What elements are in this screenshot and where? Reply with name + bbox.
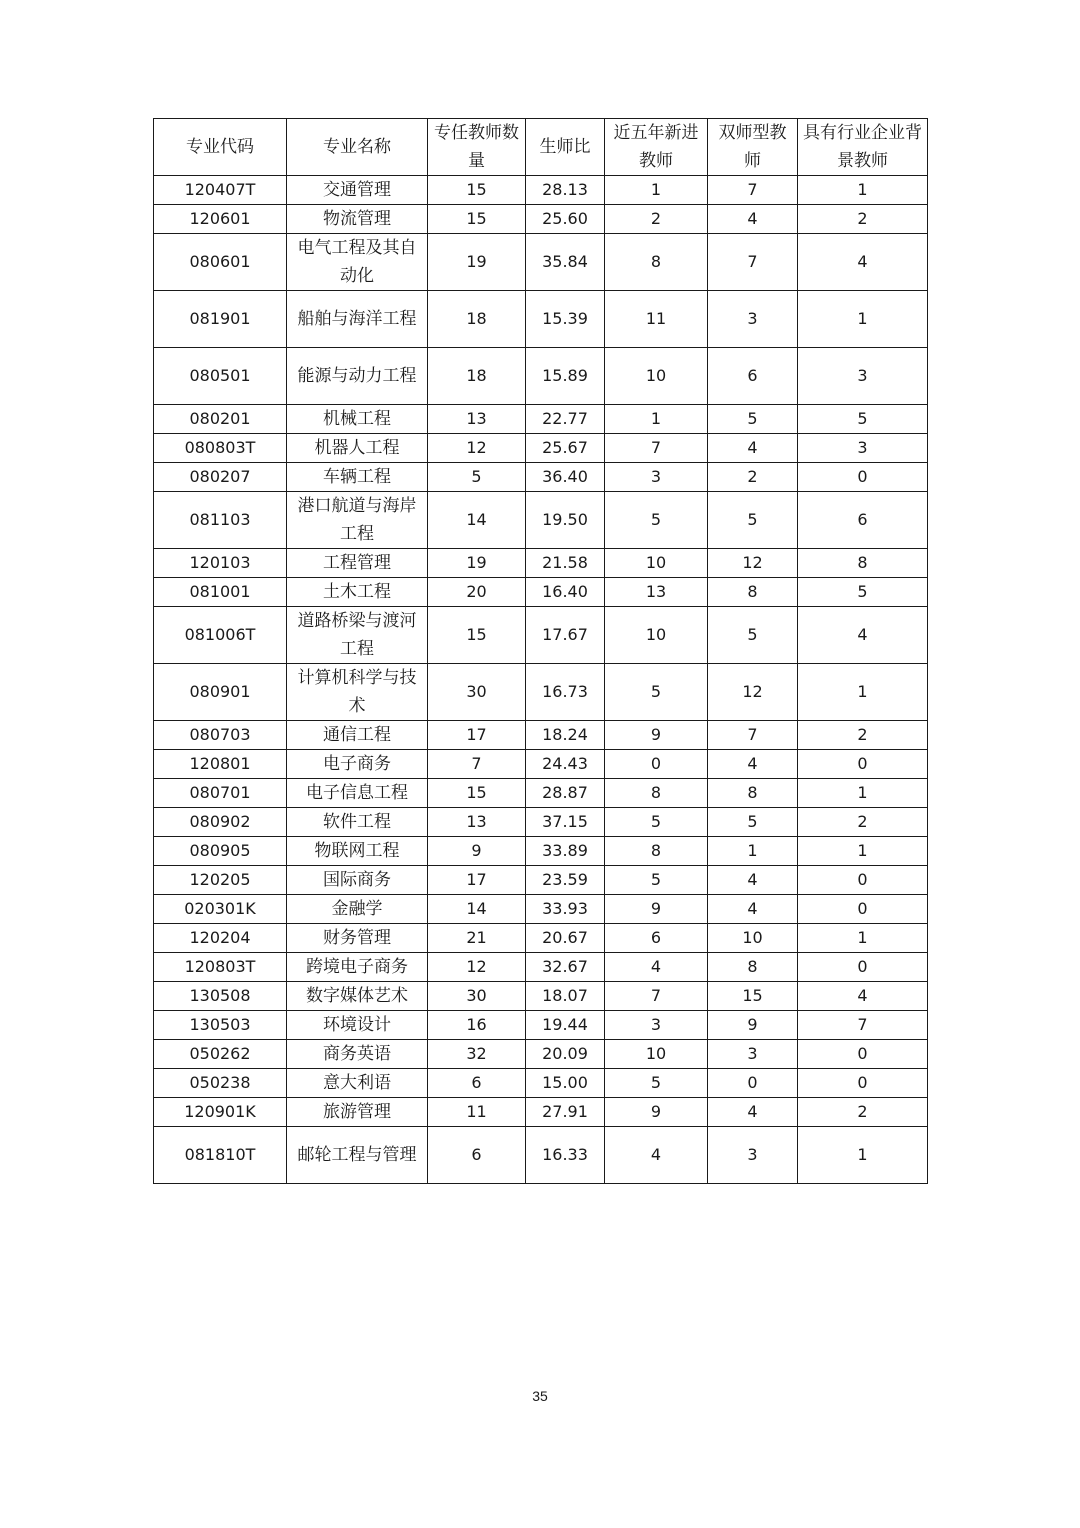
cell-major-name: 机械工程	[287, 405, 428, 434]
cell-student-teacher-ratio: 24.43	[526, 750, 605, 779]
cell-major-code: 080803T	[154, 434, 287, 463]
cell-student-teacher-ratio: 21.58	[526, 549, 605, 578]
cell-fulltime-teachers: 5	[428, 463, 526, 492]
cell-dual-qualified: 4	[708, 434, 798, 463]
cell-major-name: 财务管理	[287, 924, 428, 953]
cell-industry-background: 1	[798, 837, 928, 866]
cell-dual-qualified: 6	[708, 348, 798, 405]
cell-major-name: 电子信息工程	[287, 779, 428, 808]
cell-major-code: 080207	[154, 463, 287, 492]
cell-new-teachers-5yr: 5	[605, 1069, 708, 1098]
cell-major-code: 120204	[154, 924, 287, 953]
cell-new-teachers-5yr: 9	[605, 1098, 708, 1127]
cell-student-teacher-ratio: 25.67	[526, 434, 605, 463]
cell-major-name: 国际商务	[287, 866, 428, 895]
table-row	[154, 982, 928, 1011]
cell-major-code: 081001	[154, 578, 287, 607]
cell-new-teachers-5yr: 3	[605, 463, 708, 492]
cell-new-teachers-5yr: 5	[605, 664, 708, 721]
cell-fulltime-teachers: 18	[428, 291, 526, 348]
cell-fulltime-teachers: 6	[428, 1127, 526, 1184]
table-row	[154, 434, 928, 463]
cell-major-name: 港口航道与海岸工程	[287, 492, 428, 549]
cell-major-name: 软件工程	[287, 808, 428, 837]
cell-dual-qualified: 2	[708, 463, 798, 492]
cell-dual-qualified: 4	[708, 750, 798, 779]
table-row	[154, 205, 928, 234]
cell-industry-background: 2	[798, 808, 928, 837]
cell-major-code: 120407T	[154, 176, 287, 205]
cell-student-teacher-ratio: 35.84	[526, 234, 605, 291]
cell-fulltime-teachers: 19	[428, 549, 526, 578]
cell-dual-qualified: 4	[708, 205, 798, 234]
cell-student-teacher-ratio: 36.40	[526, 463, 605, 492]
cell-industry-background: 0	[798, 1040, 928, 1069]
cell-new-teachers-5yr: 7	[605, 982, 708, 1011]
cell-major-name: 数字媒体艺术	[287, 982, 428, 1011]
table-row	[154, 664, 928, 721]
cell-major-code: 120901K	[154, 1098, 287, 1127]
cell-industry-background: 3	[798, 348, 928, 405]
cell-industry-background: 1	[798, 664, 928, 721]
cell-dual-qualified: 9	[708, 1011, 798, 1040]
cell-dual-qualified: 5	[708, 607, 798, 664]
cell-major-name: 通信工程	[287, 721, 428, 750]
table-row	[154, 895, 928, 924]
cell-student-teacher-ratio: 15.89	[526, 348, 605, 405]
faculty-table	[153, 118, 928, 1184]
cell-student-teacher-ratio: 23.59	[526, 866, 605, 895]
cell-fulltime-teachers: 12	[428, 434, 526, 463]
cell-industry-background: 2	[798, 1098, 928, 1127]
cell-student-teacher-ratio: 17.67	[526, 607, 605, 664]
cell-industry-background: 3	[798, 434, 928, 463]
cell-new-teachers-5yr: 10	[605, 1040, 708, 1069]
cell-major-name: 电气工程及其自动化	[287, 234, 428, 291]
cell-industry-background: 0	[798, 866, 928, 895]
page-number: 35	[532, 1388, 548, 1404]
cell-major-code: 080601	[154, 234, 287, 291]
cell-dual-qualified: 3	[708, 1127, 798, 1184]
cell-fulltime-teachers: 15	[428, 176, 526, 205]
cell-new-teachers-5yr: 0	[605, 750, 708, 779]
table-row	[154, 1040, 928, 1069]
cell-dual-qualified: 4	[708, 1098, 798, 1127]
cell-fulltime-teachers: 30	[428, 664, 526, 721]
cell-major-name: 机器人工程	[287, 434, 428, 463]
cell-student-teacher-ratio: 16.73	[526, 664, 605, 721]
table-row	[154, 607, 928, 664]
header-industry-background: 具有行业企业背景教师	[798, 119, 928, 176]
cell-major-name: 物联网工程	[287, 837, 428, 866]
cell-new-teachers-5yr: 10	[605, 348, 708, 405]
cell-student-teacher-ratio: 20.09	[526, 1040, 605, 1069]
cell-major-code: 080201	[154, 405, 287, 434]
cell-major-name: 土木工程	[287, 578, 428, 607]
table-row	[154, 405, 928, 434]
cell-major-name: 工程管理	[287, 549, 428, 578]
cell-major-code: 120803T	[154, 953, 287, 982]
cell-industry-background: 6	[798, 492, 928, 549]
cell-major-name: 物流管理	[287, 205, 428, 234]
header-major-name: 专业名称	[287, 119, 428, 176]
table-row	[154, 808, 928, 837]
cell-industry-background: 1	[798, 779, 928, 808]
cell-fulltime-teachers: 20	[428, 578, 526, 607]
cell-dual-qualified: 7	[708, 721, 798, 750]
table-row	[154, 750, 928, 779]
cell-major-name: 意大利语	[287, 1069, 428, 1098]
table-row	[154, 866, 928, 895]
cell-major-code: 081810T	[154, 1127, 287, 1184]
cell-student-teacher-ratio: 32.67	[526, 953, 605, 982]
table-row	[154, 176, 928, 205]
cell-major-name: 车辆工程	[287, 463, 428, 492]
cell-new-teachers-5yr: 4	[605, 1127, 708, 1184]
table-row	[154, 234, 928, 291]
cell-major-name: 道路桥梁与渡河工程	[287, 607, 428, 664]
cell-industry-background: 5	[798, 405, 928, 434]
cell-industry-background: 0	[798, 750, 928, 779]
cell-student-teacher-ratio: 22.77	[526, 405, 605, 434]
cell-major-name: 环境设计	[287, 1011, 428, 1040]
cell-dual-qualified: 8	[708, 578, 798, 607]
table-row	[154, 1069, 928, 1098]
cell-student-teacher-ratio: 18.07	[526, 982, 605, 1011]
cell-dual-qualified: 12	[708, 664, 798, 721]
cell-major-code: 080902	[154, 808, 287, 837]
header-student-teacher-ratio: 生师比	[526, 119, 605, 176]
cell-dual-qualified: 3	[708, 1040, 798, 1069]
cell-major-code: 080905	[154, 837, 287, 866]
cell-major-code: 050238	[154, 1069, 287, 1098]
cell-major-code: 081006T	[154, 607, 287, 664]
cell-industry-background: 4	[798, 982, 928, 1011]
cell-student-teacher-ratio: 20.67	[526, 924, 605, 953]
header-major-code: 专业代码	[154, 119, 287, 176]
cell-fulltime-teachers: 17	[428, 866, 526, 895]
cell-fulltime-teachers: 15	[428, 779, 526, 808]
cell-fulltime-teachers: 7	[428, 750, 526, 779]
cell-student-teacher-ratio: 18.24	[526, 721, 605, 750]
cell-industry-background: 1	[798, 291, 928, 348]
cell-major-code: 130508	[154, 982, 287, 1011]
table-row	[154, 779, 928, 808]
header-dual-qualified: 双师型教师	[708, 119, 798, 176]
cell-new-teachers-5yr: 8	[605, 837, 708, 866]
cell-major-name: 金融学	[287, 895, 428, 924]
cell-major-code: 081103	[154, 492, 287, 549]
cell-new-teachers-5yr: 5	[605, 866, 708, 895]
table-row	[154, 924, 928, 953]
cell-major-code: 080701	[154, 779, 287, 808]
cell-student-teacher-ratio: 33.93	[526, 895, 605, 924]
cell-fulltime-teachers: 19	[428, 234, 526, 291]
table-row	[154, 291, 928, 348]
cell-fulltime-teachers: 9	[428, 837, 526, 866]
cell-new-teachers-5yr: 13	[605, 578, 708, 607]
cell-dual-qualified: 4	[708, 866, 798, 895]
cell-industry-background: 2	[798, 205, 928, 234]
cell-dual-qualified: 5	[708, 492, 798, 549]
cell-student-teacher-ratio: 16.40	[526, 578, 605, 607]
cell-industry-background: 0	[798, 1069, 928, 1098]
cell-new-teachers-5yr: 9	[605, 721, 708, 750]
cell-student-teacher-ratio: 28.87	[526, 779, 605, 808]
cell-industry-background: 1	[798, 1127, 928, 1184]
cell-industry-background: 2	[798, 721, 928, 750]
cell-fulltime-teachers: 16	[428, 1011, 526, 1040]
cell-student-teacher-ratio: 27.91	[526, 1098, 605, 1127]
cell-dual-qualified: 15	[708, 982, 798, 1011]
cell-fulltime-teachers: 12	[428, 953, 526, 982]
cell-dual-qualified: 3	[708, 291, 798, 348]
cell-student-teacher-ratio: 37.15	[526, 808, 605, 837]
cell-fulltime-teachers: 13	[428, 808, 526, 837]
table-row	[154, 492, 928, 549]
cell-dual-qualified: 0	[708, 1069, 798, 1098]
table-body	[154, 176, 928, 1184]
cell-major-code: 130503	[154, 1011, 287, 1040]
cell-major-name: 能源与动力工程	[287, 348, 428, 405]
cell-major-code: 081901	[154, 291, 287, 348]
cell-major-code: 020301K	[154, 895, 287, 924]
cell-student-teacher-ratio: 19.44	[526, 1011, 605, 1040]
table-row	[154, 721, 928, 750]
cell-student-teacher-ratio: 25.60	[526, 205, 605, 234]
table-row	[154, 1098, 928, 1127]
cell-new-teachers-5yr: 10	[605, 549, 708, 578]
cell-dual-qualified: 5	[708, 808, 798, 837]
cell-new-teachers-5yr: 6	[605, 924, 708, 953]
cell-dual-qualified: 7	[708, 234, 798, 291]
cell-industry-background: 0	[798, 463, 928, 492]
cell-student-teacher-ratio: 15.00	[526, 1069, 605, 1098]
cell-new-teachers-5yr: 3	[605, 1011, 708, 1040]
table-row	[154, 953, 928, 982]
cell-major-name: 计算机科学与技术	[287, 664, 428, 721]
cell-new-teachers-5yr: 5	[605, 808, 708, 837]
cell-new-teachers-5yr: 8	[605, 234, 708, 291]
cell-major-code: 120205	[154, 866, 287, 895]
cell-new-teachers-5yr: 1	[605, 176, 708, 205]
cell-fulltime-teachers: 21	[428, 924, 526, 953]
table-row	[154, 463, 928, 492]
cell-fulltime-teachers: 13	[428, 405, 526, 434]
cell-major-code: 120801	[154, 750, 287, 779]
cell-industry-background: 7	[798, 1011, 928, 1040]
cell-new-teachers-5yr: 10	[605, 607, 708, 664]
cell-fulltime-teachers: 17	[428, 721, 526, 750]
cell-new-teachers-5yr: 11	[605, 291, 708, 348]
cell-industry-background: 1	[798, 924, 928, 953]
cell-dual-qualified: 1	[708, 837, 798, 866]
cell-fulltime-teachers: 15	[428, 607, 526, 664]
cell-major-code: 080703	[154, 721, 287, 750]
cell-major-code: 120601	[154, 205, 287, 234]
header-new-teachers-5yr: 近五年新进教师	[605, 119, 708, 176]
table-row	[154, 837, 928, 866]
cell-fulltime-teachers: 32	[428, 1040, 526, 1069]
cell-major-name: 跨境电子商务	[287, 953, 428, 982]
cell-major-name: 船舶与海洋工程	[287, 291, 428, 348]
cell-dual-qualified: 4	[708, 895, 798, 924]
cell-major-name: 交通管理	[287, 176, 428, 205]
cell-dual-qualified: 10	[708, 924, 798, 953]
cell-fulltime-teachers: 14	[428, 895, 526, 924]
cell-fulltime-teachers: 18	[428, 348, 526, 405]
cell-fulltime-teachers: 14	[428, 492, 526, 549]
cell-student-teacher-ratio: 16.33	[526, 1127, 605, 1184]
cell-major-name: 商务英语	[287, 1040, 428, 1069]
cell-new-teachers-5yr: 2	[605, 205, 708, 234]
cell-dual-qualified: 5	[708, 405, 798, 434]
cell-fulltime-teachers: 6	[428, 1069, 526, 1098]
cell-major-name: 电子商务	[287, 750, 428, 779]
cell-dual-qualified: 8	[708, 779, 798, 808]
cell-fulltime-teachers: 15	[428, 205, 526, 234]
cell-student-teacher-ratio: 15.39	[526, 291, 605, 348]
cell-new-teachers-5yr: 1	[605, 405, 708, 434]
table-row	[154, 549, 928, 578]
cell-new-teachers-5yr: 7	[605, 434, 708, 463]
cell-new-teachers-5yr: 4	[605, 953, 708, 982]
header-fulltime-teachers: 专任教师数量	[428, 119, 526, 176]
table-row	[154, 578, 928, 607]
cell-new-teachers-5yr: 8	[605, 779, 708, 808]
cell-industry-background: 0	[798, 953, 928, 982]
cell-major-code: 080901	[154, 664, 287, 721]
cell-major-name: 旅游管理	[287, 1098, 428, 1127]
cell-student-teacher-ratio: 19.50	[526, 492, 605, 549]
table-row	[154, 1127, 928, 1184]
cell-major-code: 050262	[154, 1040, 287, 1069]
cell-dual-qualified: 12	[708, 549, 798, 578]
table-header-row	[154, 119, 928, 176]
cell-fulltime-teachers: 30	[428, 982, 526, 1011]
cell-major-name: 邮轮工程与管理	[287, 1127, 428, 1184]
cell-industry-background: 0	[798, 895, 928, 924]
cell-industry-background: 5	[798, 578, 928, 607]
cell-industry-background: 4	[798, 234, 928, 291]
cell-fulltime-teachers: 11	[428, 1098, 526, 1127]
cell-dual-qualified: 7	[708, 176, 798, 205]
cell-new-teachers-5yr: 9	[605, 895, 708, 924]
cell-dual-qualified: 8	[708, 953, 798, 982]
cell-student-teacher-ratio: 33.89	[526, 837, 605, 866]
table-row	[154, 348, 928, 405]
cell-industry-background: 4	[798, 607, 928, 664]
cell-major-code: 120103	[154, 549, 287, 578]
cell-major-code: 080501	[154, 348, 287, 405]
cell-industry-background: 1	[798, 176, 928, 205]
cell-new-teachers-5yr: 5	[605, 492, 708, 549]
cell-student-teacher-ratio: 28.13	[526, 176, 605, 205]
cell-industry-background: 8	[798, 549, 928, 578]
table-row	[154, 1011, 928, 1040]
